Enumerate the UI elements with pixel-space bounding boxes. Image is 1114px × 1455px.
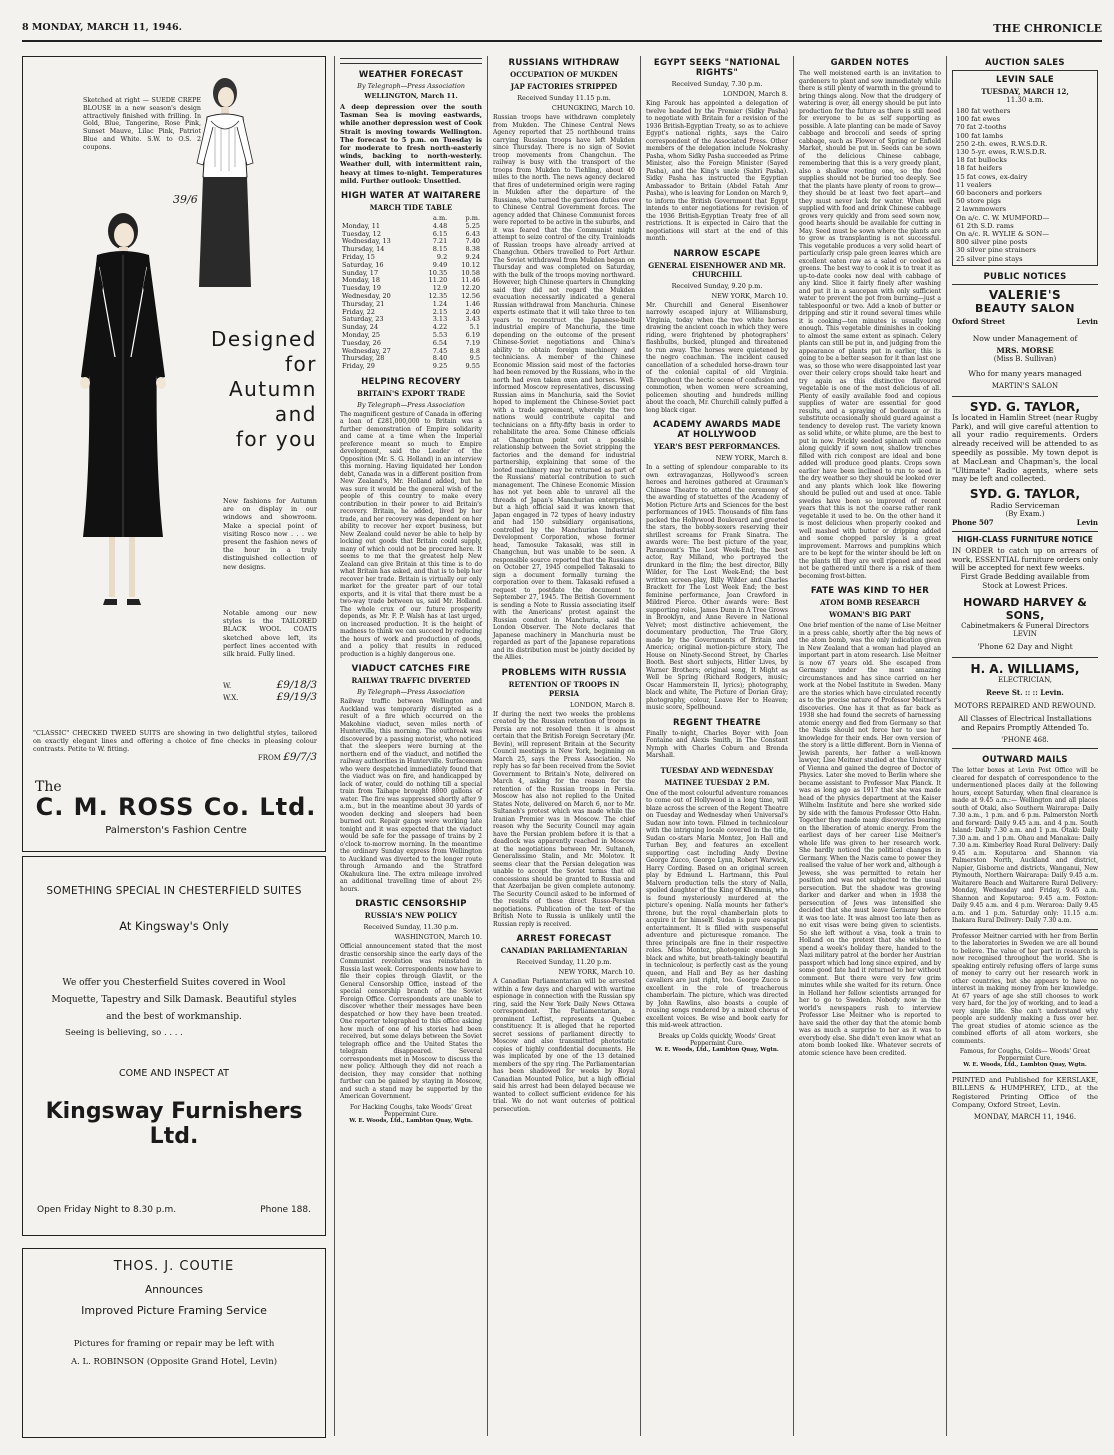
tide-row xyxy=(340,363,482,371)
tide-day: Saturday, 23 xyxy=(342,315,384,324)
column-rule xyxy=(793,56,794,1436)
column-rule xyxy=(487,56,488,1436)
escape-subhead: GENERAL EISENHOWER AND MR. CHURCHILL xyxy=(648,260,786,279)
sale-a2b: 800 silver pine posts xyxy=(956,238,1028,247)
taylor-notice xyxy=(952,396,1098,527)
furniture-bedding: First Grade Bedding available from Stock at Lowest Prices. xyxy=(960,572,1090,590)
sale-a1: On a/c. C. W. MUMFORD— xyxy=(956,213,1050,222)
designed-line-1: Designed xyxy=(210,327,317,351)
price-w-label: W. xyxy=(223,682,232,690)
sale-item: 100 fat lambs xyxy=(956,131,1004,140)
tide-pm: 9.5 xyxy=(469,354,480,363)
designed-line-5: for you xyxy=(235,427,317,451)
designed-line-4: and xyxy=(274,402,317,426)
tide-day: Wednesday, 27 xyxy=(342,346,391,355)
woods-ad-2-maker: W. E. Woods, Ltd., Lambton Quay, Wgtn. xyxy=(655,1046,779,1053)
academy-body: In a setting of splendour comparable to its own extravaganzas, Hollywood's screen heroes and heroines gathered at Grauman's Chinese Theatre to attend the ceremony of the awarding of statuettes of the Academy of Motion Picture Arts and Sciences for the best performances of 1945. Thousands of film fans packed the Hollywood Boulevard and greeted the stars, the bobby-soxers reserving their shrillest screams for Frank Sinatra. The awards were: The best picture of the year, Paramount's The Lost Week-End; the best actor, Ray Milland, who portrayed the drunkard in the film; the best director, Billy Wilder, for The Lost Week-End; the best written screen-play, Billy Wilder and Charles Brackett for The Lost Week End; the best feminine performance, Joan Crawford in Mildred Pierce. Other awards were: Best supporting roles, James Dunn in A Tree Grows in Brooklyn, and Anne Revere in National Velvet; most distinctive achievement, the documentary production, The True Glory, made by the Governments of Britain and America; original motion-picture story, The House on Ninety-Second Street, by Charles Booth. Best short subjects, Hitler Lives, by Warner Brothers; original song, It Might as Well be Spring (Richard Rodgers, music; Oscar Hammerstein II, lyrics); photography, black and white, The Picture of Dorian Gray; photography, colour, Leave Her to Heaven; music score, Spellbound. xyxy=(646,464,788,711)
arrest-subhead: CANADIAN PARLIAMENTARIAN xyxy=(500,946,628,955)
tide-pm: 10.58 xyxy=(461,268,480,277)
coutie-announces: Announces xyxy=(145,1284,203,1296)
tide-headline: HIGH WATER AT WAITARERE xyxy=(340,191,482,202)
furniture-notice xyxy=(952,531,1098,651)
tide-day: Monday, 11 xyxy=(342,221,381,230)
tide-am: 11.20 xyxy=(428,276,448,285)
ross-logo: C. M. ROSS Co. Ltd. xyxy=(35,793,317,821)
woods-ad-3: Famous, for Coughs, Colds— Woods' Great Peppermint Cure. xyxy=(959,1048,1091,1063)
ross-tagline: Palmerston's Fashion Centre xyxy=(105,825,247,836)
tide-day: Tuesday, 19 xyxy=(342,284,381,293)
russia-body: Russian troops have withdrawn completely from Mukden. The Chinese Central News Agency reported that 25 northbound trains carrying Russian troops have left Mukden since Thursday. There is no sign of Soviet troop movements from Changchun. The railway is busy with the transport of the troops from Mukden to Tiehling, about 40 miles to the north. The news agency declared that fires of undetermined origin were raging in Mukden after the departure of the Russians, who turned the garrison duties over to Chinese Central Government forces. The agency added that Chinese Communist forces were reported to be active in the suburbs, and it was feared that the Communist might attempt to seize control of the city. Trainloads of Russian troops have already arrived at Changchun. Others travelled to Port Arthur. The Soviet withdrawal from Mukden began on Thursday and was completed on Saturday, with the bulk of the troops moving northward. However, high Chinese quarters in Chungking said they did not regard the Mukden evacuation necessarily indicated a general Russian withdrawal from Manchuria. Chinese experts estimate that it will take three to ten years to reconstruct the Japanese-built industrial empire of Manchuria, the time depending on the outcome of the present Chinese-Soviet negotiations and China's ability to obtain foreign machinery and technicians. A member of the Chinese Economic Mission said most of the factories had been removed by the Russians, who in the north had even taken oxen and horses. Well-informed Moscow representatives, discussing Russian aims in Manchuria, said the Soviet hoped to implement the Chinese-Soviet pact with a trade agreement, whereby the two nations would contribute capital and technicians on a fifty-fifty basis in order to rehabilitate the area. Some Chinese officials at Changchun point out a possible relationship between the Soviet stripping the factories and the demand for industrial partnership, explaining that some of the looted machinery may be returned as part of the Russians' material contribution to such management. The Chinese Economic Mission has not yet been able to unravel all the threads of Japan's Manchurian enterprises, but a high official said it was known that Japan engaged in 72 types of heavy industry and had 150 subsidiary organisations, controlled by the Manchurian Industrial Development Corporation, whose former head, Tamosuke Takasaki, was still in Changchun, but was unable to be seen. A responsible source reported that the Russians on October 27, 1945 compelled Takasaki to sign a document formally turning the corporation over to them. Takasaki refused a request to postdate the document to September 27, 1945. The British Government is sending a Note to Russia associating itself with the Americans' protest against the Russian conduct in Manchuria, said the London Observer. The Note declares that Japanese machinery in Manchuria must be regarded as part of the Japanese reparations and its distribution must be jointly decided by the Allies. xyxy=(493,114,636,661)
sale-item: 15 fat cows, ex-dairy xyxy=(956,172,1028,181)
newspaper-title: THE CHRONICLE xyxy=(993,22,1102,35)
tide-day: Sunday, 24 xyxy=(342,323,379,332)
kingsway-seeing: Seeing is believing, so . . . . xyxy=(65,1028,183,1038)
academy-subhead: YEAR'S BEST PERFORMANCES. xyxy=(653,442,781,451)
recovery-byline: By Telegraph—Press Association xyxy=(357,400,465,409)
censor-subhead: RUSSIA'S NEW POLICY xyxy=(364,911,458,921)
ross-the: The xyxy=(35,779,62,795)
tide-pm: 2.40 xyxy=(465,307,480,316)
egypt-dateline: LONDON, March 8. xyxy=(722,90,788,98)
tide-pm: 12.20 xyxy=(461,284,480,293)
sale-time: 11.30 a.m. xyxy=(1006,96,1044,104)
garden-body: The well moistened earth is an invitation to gardeners to plant and sow immediately while there is still plenty of warmth in the ground to bring things along. Now that the drudgery of watering is over, all energy should be put into production for the future as there is still need for everyone to be as self supporting as possible. A late planting can be made of Savoy cabbage and broccoli and seeds of spring cabbage, such as Flower of Spring or Enfield Market, should be put in. Seeds can be sown of the delicious Chinese cabbage, remembering that this is a very greedy plant, also a shallow rooting one, so the food supplies should not be buried too deeply. See that the plants have plenty of room to grow—they should be at least two feet apart—and they must never lack for water. When well supplied with food and drink Chinese cabbage grows very quickly and from seed sown now, good hearts should be available for cutting in May. Seed must be sown where the plants are to grow as transplanting is not successful. This vegetable produces a very solid heart of particularly crisp pale green leaves which are excellent eaten raw as a salad or cooked as greens. The best way to cook it is to treat it as up-to-date cooks now deal with cabbage of any kind. Slice it fairly finely after washing and put it in a saucepan with only sufficient water to prevent the pot from burning—just a tablespoonful or two. Add a knob of butter or dripping and stir it round several times while it is cooking—ten minutes is usually long enough. This vegetable diminishes in cooking to almost the same extent as spinach. Celery plants can still be put in, and judging from the appearance of plants put in earlier, this is going to be a better season for it than last one was, so those who were disappointed last year over their celery crops should take heart and try again as this distinctive flavoured vegetable is one of the most delicious of all. Plenty of easily available food and copious supplies of water are essential for good results, and a spraying of bordeaux or its substitute occasionally should guard against a tendency to develop rust. The variety known as solid white, or white plume, are the best to put in now. Prickly seeded spinach will come along quickly if sown now, shallow trenches filled with rich compost are ideal and bone added will produce good plants. Crops sown earlier have been inclined to run to seed in the dry weather so they should be looked over and any plants which look like flowering should be pulled out and used at once. Table swedes have been so improved of recent years that this is not the coarse rather rank vegetable it used to be. On the other hand it is most delicious when properly cooked and well mashed with butter or dripping added and some chopped parsley is a great improvement. Marrows and pumpkins which are to be kept for the winter should be left on the plants till they are well ripened and need not be gathered until there is a risk of them becoming frost-bitten. xyxy=(799,70,941,580)
taylor-contact xyxy=(952,518,1098,527)
designed-line-2: for xyxy=(285,352,317,376)
sale-item: 2 lawnmowers xyxy=(956,205,1007,214)
masthead xyxy=(22,22,1102,40)
sale-item: 100 fat ewes xyxy=(956,115,1000,124)
tide-am: 12.35 xyxy=(428,292,448,300)
viaduct-byline: By Telegraph—Press Association xyxy=(357,688,465,697)
imprint xyxy=(952,1072,1098,1121)
check-price xyxy=(223,751,317,763)
sale-item: 18 fat bullocks xyxy=(956,156,1007,165)
weather-headline: WEATHER FORECAST xyxy=(358,70,464,80)
escape-headline: NARROW ESCAPE xyxy=(673,248,761,259)
woods-ad-2: Breaks up Colds quickly, Woods' Great Peppermint Cure. xyxy=(658,1032,776,1047)
tide-pm: 7.40 xyxy=(465,237,480,246)
tide-day: Monday, 25 xyxy=(342,330,381,339)
coutie-line1: Pictures for framing or repair may be left with xyxy=(73,1339,275,1349)
williams-name: H. A. WILLIAMS, xyxy=(970,662,1080,677)
page-date: 8 MONDAY, MARCH 11, 1946. xyxy=(22,22,182,33)
taylor-exam: (By Exam.) xyxy=(1005,510,1045,519)
woods-ad-1: For Hacking Coughs, take Woods' Great Peppermint Cure. xyxy=(350,1103,472,1118)
valerie-town: Levin xyxy=(1076,316,1098,326)
censor-body: Official announcement stated that the most drastic censorship since the early days of the Communist revolution was reinstated in Russia last week. Correspondents now have to file their copies through Glavlit, or the General Censorship Office, instead of the special censorship branch of the Soviet Foreign Office. Correspondents are unable to discover whether their messages have been despatched or how they have been treated. One reporter telegraphed to this office asking how much of one of his stories had been received, but some delays between the Soviet telegraph office and the United States the telegram disappeared. Several correspondents met in Moscow to discuss the new policy. Although they did not reach a decision, they may consider that nothing further can be gained by staying in Moscow, and such a stand may be supported by the American Government. xyxy=(340,943,482,1101)
regent-body-2: One of the most colourful adventure romances to come out of Hollywood in a long time, will blaze across the screen of the Regent Theatre on Tuesday and Wednesday when Universal's Sudan now into town. Filmed in technicolour with the intriguing locale covered in the title, Sudan co-stars Maria Montez, Jon Hall and Turhan Bey, and features an excellent supporting cast including Andy Devine George Zucco, George Lynn, Robert Warwick, Harry Cording. Based on an original screen play by Edmund L. Hartmann, this Paul Malvern production tells the story of Nalla, spoiled daughter of the King of Khemmis, who is found mysteriously murdered at the picture's opening. Nalla mounts her father's throne, but the royal chamberlain plots to acquire it for himself. Sudan is pure escapist entertainment. It is filled with suspenseful adventure and picturesque romance. The three principals are fine in their respective roles. Miss Montez, photogenic enough in black and white, but breath-takingly beautiful in technicolour, is perfectly cast as the young queen, and Hall and Bey as her dashing cavaliers are just right, too. George Zucco is excellent in the role of treacherous chamberlain. The picture, which was directed by John Rawlins, also boasts a couple of rousing songs rendered by a mixed chorus of excellent voices. Be wise and book early for this mid-week attraction. xyxy=(646,789,788,1029)
arrest-body: A Canadian Parliamentarian will be arrested within a few days and charged with wartime espionage in connection with the Russian spy ring, said the New York Daily News Ottawa correspondent. The Parliamentarian, a prominent Leftist, represents a Quebec constituency. It is alleged that he reported secret sessions of parliament directly to Moscow and also transmitted photostatic copies of highly confidential documents. He was implicated by one of the 13 detained members of the spy ring. The Parliamentarian has been shadowed for weeks by Royal Canadian Mounted Police, but a high official said his arrest had been delayed because we wanted to collect sufficient evidence for his trial. We do not want outcries of political persecution. xyxy=(493,978,635,1113)
column-rule xyxy=(946,56,947,1436)
tide-day: Friday, 22 xyxy=(342,307,375,316)
price-w-value: £9/18/3 xyxy=(276,679,317,691)
tide-day: Thursday, 21 xyxy=(342,299,385,308)
kingsway-logo: Kingsway Furnishers Ltd. xyxy=(45,1099,303,1149)
tide-am: 4.22 xyxy=(432,323,448,332)
tide-am: 1.24 xyxy=(432,299,448,308)
viaduct-subhead: RAILWAY TRAFFIC DIVERTED xyxy=(351,676,471,686)
sale-a2d: 25 silver pine stays xyxy=(956,254,1023,263)
sale-items xyxy=(956,107,1094,214)
auction-headline: AUCTION SALES xyxy=(985,58,1065,68)
sale-item: 130 5-yr. ewes, R.W.S.D.R. xyxy=(956,148,1047,157)
ross-advert xyxy=(22,56,326,852)
sketch-price: 39/6 xyxy=(173,193,198,206)
column-rule xyxy=(640,56,641,1436)
column-3 xyxy=(489,56,639,1441)
check-price-value: £9/7/3 xyxy=(283,751,317,763)
kingsway-advert xyxy=(22,856,326,1236)
valerie-who: Who for many years managed xyxy=(968,368,1082,378)
tide-day: Saturday, 16 xyxy=(342,260,384,269)
harvey-role: Cabinetmakers & Funeral Directors xyxy=(961,622,1089,631)
williams-role: ELECTRICIAN, xyxy=(997,676,1052,685)
tide-am: 9.25 xyxy=(432,362,448,371)
valerie-miss: (Miss B. Sullivan) xyxy=(993,354,1057,363)
designed-headline xyxy=(209,327,317,452)
outward-mails-notice xyxy=(952,748,1098,925)
tide-am: 9.49 xyxy=(432,260,448,269)
public-notices-headline: PUBLIC NOTICES xyxy=(983,271,1067,282)
arrest-headline: ARREST FORECAST xyxy=(516,934,612,944)
weather-byline: By Telegraph—Press Association xyxy=(357,82,465,90)
valerie-street: Oxford Street xyxy=(952,316,1006,326)
taylor-body: Is located in Hamlin Street (near Rugby Park), and will give careful attention to all your radio requirements. Orders already received will be attended to as speedily as possible. My town depot is at MacLean and Chapman's, the local "Ultimate" Radio agents, where sets may be left and collected. xyxy=(952,412,1098,484)
coutie-name: THOS. J. COUTIE xyxy=(113,1259,235,1274)
persia-subhead: RETENTION OF TROOPS IN PERSIA xyxy=(508,679,620,698)
taylor-phone: Phone 507 xyxy=(952,518,994,528)
persia-body: If during the next two weeks the problems created by the Russian retention of troops in Persia are not resolved then it is almost certain that the British Foreign Secretary (Mr. Bevin), will represent Britain at the Security Council meetings in New York, beginning on March 25, says the Press Association. No reply has so far been received from the Soviet Government to Britain's Note, delivered on March 4, asking for the reason for the retention of the Russian troops in Persia. Moscow has also not replied to the United States Note, delivered on March 6, nor to Mr. Sultaneh's protest which was made while the Iranian Premier was in Moscow. The chief reason why the Security Council may again have the Persian problem before it is that a deadlock was apparently reached in Moscow at the negotiations between Mr. Sultaneh, Generalissimo Stalin, and Mr. Molotov. It seems clear that the Persian delegation was unable to accept the Soviet terms that oil concessions should be granted to Russia and that Azerbaijan be given complete autonomy. The Security Council asked to be informed of the results of these direct Russo-Persian negotiations. Publication of the text of the British Note to Russia is unlikely until the Russian reply is received. xyxy=(493,710,635,928)
furniture-body: IN ORDER to catch up on arrears of work, ESSENTIAL furniture orders only will be accepted for next few weeks. xyxy=(952,546,1098,573)
imprint-text: PRINTED and Published for KERSLAKE, BILLENS & HUMPHREY, LTD., at the Registered Printing Office of the Company, Oxford Street, Levin. xyxy=(952,1076,1098,1109)
valerie-manager: MRS. MORSE xyxy=(996,345,1054,355)
fashions-text: New fashions for Autumn are on display in our windows and showroom. Make a special point of visiting Rosco now . . . we present the fashion news of the hour in a truly distinguished collection of new designs. xyxy=(223,497,317,571)
imprint-date: MONDAY, MARCH 11, 1946. xyxy=(973,1113,1077,1122)
viaduct-body: Railway traffic between Wellington and Auckland was temporarily disrupted as a result of a fire which occurred on the Makohine viaduct, seven miles north of Hunterville, this morning. The outbreak was discovered by a passing motorist, who noticed that the sleepers were burning at the northern end of the viaduct, and notified the railway authorities in Hunterville. Surfacemen who were despatched immediately found that the viaduct was on fire, and handicapped by lack of water, could do nothing till a special train from Taihape brought 8000 gallons of water. The fire was suppressed shortly after 9 a.m., but in the meantime about 30 yards of wooden decking and sleepers had been burned out. Repair gangs were working late tonight and it was expected that the viaduct would be safe for the passage of trains by 2 o'clock to-morrow morning. In the meantime the ordinary Sunday express from Wellington to Auckland was diverted to the longer route through Armando and the Stratford Okahukura line. The extra mileage involved an additional travelling time of about 2½ hours. xyxy=(340,698,482,893)
sale-item: 50 store pigs xyxy=(956,197,1001,206)
russia-subhead: OCCUPATION OF MUKDEN xyxy=(510,70,618,79)
blouse-figure-illustration xyxy=(185,67,263,297)
tide-pm: 11.46 xyxy=(461,276,480,285)
tide-am: 6.15 xyxy=(432,229,448,238)
tide-am: 12.9 xyxy=(432,284,448,293)
meitner-end-body: Professor Meitner carried with her from Berlin to the laboratories in Sweden we are all bound to believe. The value of her part in research is now recognised throughout the world. She is speaking entirely refusing offers of large sums of money to carry out her research work in other countries, but she appears to have no interest in making money from her knowledge. At 67 years of age she still chooses to work very hard, for the joy of working, and to lead a very simple life. She can't understand why people are suddenly making a fuss over her. The great studies of atomic science as the combined efforts of all atom workers, she comments. xyxy=(952,932,1098,1045)
censor-headline: DRASTIC CENSORSHIP xyxy=(355,899,467,910)
tide-pm: 12.56 xyxy=(461,292,480,300)
russia-dateline: CHUNGKING, March 10. xyxy=(551,104,635,112)
sale-item: 18 fat heifers xyxy=(956,164,1003,173)
recovery-headline: HELPING RECOVERY xyxy=(361,376,461,387)
egypt-received: Received Sunday, 7.30 p.m. xyxy=(671,80,763,88)
column-2 xyxy=(336,56,486,1441)
ornament-rule xyxy=(340,58,482,64)
fate-body: One brief mention of the name of Lise Meitner in a press cable, shortly after the big news of the atom bomb, was the only indication given in New Zealand that a woman had played an important part in atom research. Lise Meitner is now 67 years old. She escaped from Germany under the most amazing circumstances and has since carried on her work at the Nobel Institute in Sweden. Many are the stories which have circulated recently as to the precise nature of Professor Meitner's discoveries. One has it that as far back as 1938 she had found the secrets of harnessing atomic energy and fled from Germany so that the Nazis should not force her to use her knowledge for their ends. Her own version of the story is a little different. Born in Vienna of Jewish parents, her father a well-known lawyer, Lise Meitner studied at the University of Vienna and gained the degree of Doctor of Physics. Later she moved to Berlin where she became assistant to Professor Max Planck. It was as long ago as 1917 that she was made head of the physics department at the Kaiser Wilhelm Institute and here she worked side by side with the famous Professor Otto Hahn. Together they made many discoveries bearing on the liberation of atomic energy. From the earliest days of her career Lise Meitner's whole life was given to her research work. She hardly noticed the political changes in Germany. When the Nazis came to power they realised the value of her work and, although a Jewess, she was permitted to retain her position and was not subjected to the usual persecution. But the shadow was growing darker and darker and when in 1938 the persecution of Jews was intensified she decided that she must leave Germany before it was too late. It was almost too late then as no exit visas were being given to scientists. So she left without a visa, took a train to Holland on the pretext that she wished to spend a week's holiday there, handed to the Nazi military patrol at the border her Austrian passport which had long since expired, and by some good fate had it returned to her without comment. But there were very few grim minutes while she waited for its return. Once in Holland her fellow scientists arranged for her to go to Sweden. Nobody now in the world's newspapers rush to interview Professor Lise Meitner who is reported to have said the other day that the atomic bomb was as much a surprise to her as it was to everybody else. She didn't even know what an atom bomb looked like. Whatever secrets of atomic science have been credited. xyxy=(799,622,941,1057)
recovery-subhead: BRITAIN'S EXPORT TRADE xyxy=(357,388,465,398)
tide-pm: 9.55 xyxy=(465,362,480,371)
censor-dateline: WASHINGTON, March 10. xyxy=(394,933,482,942)
tide-day: Wednesday, 13 xyxy=(342,237,391,246)
column-5 xyxy=(795,56,945,1441)
check-from-label: FROM xyxy=(257,754,281,762)
weather-body: A deep depression over the south Tasman Sea is moving eastwards, while another depression west of Cook Strait is moving towards Wellington. The forecast to 5 p.m. on Tuesday is for moderate to fresh north-easterly winds, backing to north-westerly. Weather dull, with intermittent rain, heavy at times to-night. Temperatures mild. Further outlook: Unsettled. xyxy=(340,103,482,185)
taylor-town: Levin xyxy=(1076,518,1098,528)
tide-am: 2.15 xyxy=(432,307,448,316)
russia-headline: RUSSIANS WITHDRAW xyxy=(508,58,620,68)
tide-day: Friday, 15 xyxy=(342,253,375,262)
tide-pm: 8.8 xyxy=(469,346,480,355)
woods-ad-3-maker: W. E. Woods, Ltd., Lambton Quay, Wgtn. xyxy=(963,1062,1087,1069)
tide-pm: 1.46 xyxy=(465,299,480,308)
taylor-name: SYD. G. TAYLOR, xyxy=(969,399,1081,414)
tide-table xyxy=(340,215,482,371)
tide-day: Tuesday, 26 xyxy=(342,338,381,347)
kingsway-only: At Kingsway's Only xyxy=(119,919,229,933)
russia-subhead-2: JAP FACTORIES STRIPPED xyxy=(510,82,618,91)
sale-a1b: 61 2th S.D. rams xyxy=(956,221,1014,230)
column-6 xyxy=(948,56,1102,1441)
tide-day: Thursday, 14 xyxy=(342,245,385,254)
tide-pm: 10.12 xyxy=(461,260,480,269)
regent-headline: REGENT THEATRE xyxy=(673,717,761,728)
sale-item: 60 baconers and porkers xyxy=(956,189,1042,198)
censor-received: Received Sunday, 11.30 p.m. xyxy=(363,923,459,932)
taylor-role: Radio Serviceman xyxy=(990,501,1060,511)
kingsway-title: SOMETHING SPECIAL IN CHESTERFIELD SUITES xyxy=(46,885,302,897)
garden-headline: GARDEN NOTES xyxy=(830,58,910,68)
recovery-body: The magnificent gesture of Canada in offering a loan of £281,000,000 to Britain was a further demonstration of Empire solidarity and came at a time when the Imperial preference meant so much to Empire development, said the Leader of the Opposition (Mr. S. G. Holland) in an interview this morning. Having liquidated her London debt, Canada was in a different position from New Zealand's, Mr. Holland added, but he was sure it would be the general wish of the people of this country to make every contribution in their power to aid Britain's recovery. Britain, he added, lived by her trade, and her recovery was dependent on her ability to recover her export business, but New Zealand could never be able to help by locking out goods that Britain could supply, many of which could not be procured here. It seems to me that the greatest help New Zealand can give Britain at this time is to do what Britain has asked, and that is to help her recover her trade. Britain is virtually our only market for the greater part of our total exports, and it is vital that there must be a two-way trade between us, said Mr. Holland. The whole crux of our future prosperity depends, as Mr. F. P. Walsh has at last urged, on increased production. It is the height of madness to think we can succeed by reducing the hours of work and production of goods, and a policy that results in reduced production is a highly dangerous one. xyxy=(340,410,482,658)
williams-notice xyxy=(952,657,1098,744)
taylor-name-2: SYD. G. TAYLOR, xyxy=(969,487,1081,502)
tide-am: 4.48 xyxy=(432,221,448,230)
coats-text: Notable among our new styles is the TAILORED BLACK WOOL COATS sketched above left, its perfect lines accented with silk braid. Fully lined. xyxy=(223,609,317,659)
weather-dateline: WELLINGTON, March 11. xyxy=(364,92,458,100)
woods-ad-1-maker: W. E. Woods, Ltd., Lambton Quay, Wgtn. xyxy=(349,1117,473,1124)
tide-am: 9.2 xyxy=(436,253,448,262)
column-rule xyxy=(334,56,335,1436)
mails-body: The letter boxes at Levin Post Office will be cleared for despatch of correspondence to the undermentioned places daily at the following hours, except Saturday, when final clearance is made at 9.45 a.m.:— Wellington and all places south of Otaki, also Southern Wairarapa: Daily 7.30 a.m., 1 p.m. and 6 p.m. Palmerston North and forward: Daily 9.45 a.m. and 4 p.m. South Island: Daily 7.30 a.m. and 1 p.m. Otaki: Daily 7.30 a.m. and 1 p.m. Ohau and Manakau: Daily 7.30 a.m. Kimberley Road Rural Delivery: Daily 9.45 a.m. Koputaroa and Shannon via Palmerston North, Auckland and district, Napier, Gisborne and districts, Wanganui, New Plymouth, Northern Wairarapa: Daily 9.45 a.m. Waitarere Beach and Waitarere Rural Delivery: Monday, Wednesday and Friday, 9.45 a.m. Shannon and Koputaroa: 9.45 a.m. Foxton: Daily 9.45 a.m. and 4 p.m. Weraroa: Daily 9.45 a.m. and 1 p.m. Saturday only: 11.15 a.m. Ihakara Rural Delivery: Daily 7.30 a.m. xyxy=(952,767,1098,925)
arrest-received: Received Sunday, 11.20 p.m. xyxy=(516,958,612,966)
sketch-text: Sketched at right — SUEDE CREPE BLOUSE in a new season's design attractively finished with frilling. In Gold, Blue, Tangerine, Rose Pink, Sunset Mauve, Lilac Pink, Patriot Blue and White. S.W. to O.S. 2 coupons. xyxy=(83,97,201,151)
regent-days: TUESDAY AND WEDNESDAY xyxy=(660,765,774,775)
coutie-line2: A. L. ROBINSON (Opposite Grand Hotel, Levin) xyxy=(70,1357,278,1367)
price-wx-value: £9/19/3 xyxy=(276,691,317,703)
tide-header-row: a.m. p.m. xyxy=(433,214,480,223)
tide-pm: 3.43 xyxy=(465,315,480,324)
valerie-martin: MARTIN'S SALON xyxy=(991,381,1059,390)
academy-dateline: NEW YORK, March 8. xyxy=(715,454,788,462)
viaduct-headline: VIADUCT CATCHES FIRE xyxy=(351,664,471,675)
egypt-headline: EGYPT SEEKS "NATIONAL RIGHTS" xyxy=(653,58,781,78)
tide-am: 7.21 xyxy=(432,237,448,246)
harvey-name: HOWARD HARVEY & SONS, xyxy=(963,596,1087,623)
sale-a2c: 30 silver pine strainers xyxy=(956,246,1036,255)
mails-headline: OUTWARD MAILS xyxy=(982,755,1068,766)
kingsway-body: We offer you Chesterfield Suites covered in Wool Moquette, Tapestry and Silk Damask. Beautiful styles and the best of workmanship. xyxy=(51,978,297,1022)
fate-headline: FATE WAS KIND TO HER xyxy=(810,586,930,596)
regent-matinee: MATINEE TUESDAY 2 P.M. xyxy=(664,777,770,787)
russia-received: Received Sunday 11.15 p.m. xyxy=(517,94,611,102)
tide-day: Monday, 18 xyxy=(342,276,381,285)
valerie-notice xyxy=(952,284,1098,390)
coutie-service: Improved Picture Framing Service xyxy=(81,1304,267,1317)
tide-am: 8.15 xyxy=(432,245,448,254)
coat-figure-illustration xyxy=(63,207,181,627)
furniture-title: HIGH-CLASS FURNITURE NOTICE xyxy=(957,535,1093,545)
valerie-name: VALERIE'S xyxy=(988,287,1062,302)
tide-day: Wednesday, 20 xyxy=(342,292,391,300)
regent-body-1: Finally to-night, Charles Boyer with Joan Fontaine and Alexis Smith, in The Constant Nymph with Charles Coburn and Brenda Marshall. xyxy=(646,729,788,759)
valerie-under: Now under Management of xyxy=(972,333,1078,343)
tide-pm: 5.25 xyxy=(465,221,480,230)
williams-phone: 'PHONE 468. xyxy=(1001,736,1049,745)
meitner-continued xyxy=(952,929,1098,1069)
tide-am: 3.13 xyxy=(432,315,448,324)
tide-pm: 8.38 xyxy=(465,245,480,254)
tide-am: 8.40 xyxy=(432,354,448,363)
tide-day: Friday, 29 xyxy=(342,362,375,371)
kingsway-come: COME AND INSPECT AT xyxy=(119,1068,229,1079)
egypt-body: King Farouk has appointed a delegation of twelve headed by the Premier (Sidky Pasha) to negotiate with Britain for a revision of the 1936 British-Egyptian Treaty, so as to achieve Egypt's national rights, says the Cairo correspondent of the Associated Press. Other members of the delegation include Nokrashy Pasha, whom Sidky Pasha succeeded as Prime Minister, also the Foreign Minister (Sayed Pasha), and the King's uncle (Sabri Pasha). Sidky Pasha has instructed the Egyptian Ambassador to Britain (Abdel Fatah Amr Pasha), who is leaving for London on March 9, to inform the British Government that Egypt intends to enter negotiations for revision of the 1936 British-Egyptian Treaty free of all restrictions. It is expected in Cairo that the negotiations will start at the end of this month. xyxy=(646,100,788,242)
valerie-address xyxy=(952,317,1098,326)
check-suits-text: "CLASSIC" CHECKED TWEED SUITS are showing in two delightful styles, tailored on exactly elegant lines and offering a choice of fine checks in pleasing colour contrasts. Petite to W. fitting. xyxy=(33,729,317,754)
fate-subhead-2: WOMAN'S BIG PART xyxy=(829,610,911,619)
price-wx-label: W.X. xyxy=(223,694,239,702)
sale-account-1 xyxy=(956,214,1094,263)
masthead-rule xyxy=(22,40,1102,42)
kingsway-hours: Open Friday Night to 8.30 p.m. xyxy=(37,1205,177,1215)
tide-am: 7.45 xyxy=(432,346,448,355)
harvey-phone: 'Phone 62 Day and Night xyxy=(977,642,1073,652)
valerie-salon: BEAUTY SALON xyxy=(975,301,1075,315)
escape-dateline: NEW YORK, March 10. xyxy=(711,291,788,300)
sale-date: TUESDAY, MARCH 12, xyxy=(981,87,1069,96)
tide-am: 5.53 xyxy=(432,330,448,339)
escape-body: Mr. Churchill and General Eisenhower narrowly escaped injury at Williamsburg, Virginia, today when the two white horses drawing the ancient coach in which they were riding, were frightened by photographers' flashbulbs, bucked, plunged and threatened to run away. The horses were quietened by the negro coachman. The incident caused cancellation of a scheduled horse-drawn tour of the colonial capital of old Virginia. Throughout the hectic scene of confusion and commotion, when women were screaming, policemen shouting and hundreds milling about the coach, Mr. Churchill calmly puffed a long black cigar. xyxy=(646,301,788,414)
sale-a2: On a/c. R. WYLIE & SON— xyxy=(956,230,1049,239)
tide-day: Tuesday, 12 xyxy=(342,229,381,238)
kingsway-footer xyxy=(37,1205,311,1215)
coat-prices xyxy=(223,679,317,703)
tide-pm: 6.19 xyxy=(465,330,480,339)
williams-street: Reeve St. :: :: Levin. xyxy=(986,688,1064,698)
coutie-advert xyxy=(22,1248,326,1438)
persia-headline: PROBLEMS WITH RUSSIA xyxy=(501,667,627,678)
levin-sale: LEVIN SALE xyxy=(996,75,1054,85)
persia-dateline: LONDON, March 8. xyxy=(569,700,635,709)
tide-pm: 6.43 xyxy=(465,229,480,238)
williams-motors: MOTORS REPAIRED AND REWOUND. xyxy=(954,701,1096,711)
tide-day: Sunday, 17 xyxy=(342,268,379,277)
sale-item: 70 fat 2-tooths xyxy=(956,123,1007,132)
sale-item: 180 fat wethers xyxy=(956,107,1011,115)
designed-line-3: Autumn xyxy=(228,377,317,401)
tide-am: 6.54 xyxy=(432,338,448,347)
auction-box xyxy=(952,70,1098,266)
tide-day: Thursday, 28 xyxy=(342,354,385,363)
tide-am: 10.35 xyxy=(428,268,448,277)
sale-item: 250 2-th. ewes, R.W.S.D.R. xyxy=(956,139,1048,148)
tide-pm: 9.24 xyxy=(465,253,480,262)
williams-all: All Classes of Electrical Installations and Repairs Promptly Attended To. xyxy=(958,714,1092,733)
tide-pm: 7.19 xyxy=(465,338,480,347)
tide-pm: 5.1 xyxy=(469,323,480,332)
fate-subhead: ATOM BOMB RESEARCH xyxy=(820,598,920,607)
tide-subhead: MARCH TIDE TABLE xyxy=(369,203,453,213)
escape-received: Received Sunday, 9.20 p.m. xyxy=(671,281,763,290)
arrest-dateline: NEW YORK, March 10. xyxy=(558,968,635,976)
harvey-town: LEVIN xyxy=(1013,630,1037,639)
sale-item: 11 vealers xyxy=(956,180,992,189)
kingsway-phone: Phone 188. xyxy=(260,1205,311,1215)
column-4 xyxy=(642,56,792,1441)
academy-headline: ACADEMY AWARDS MADE AT HOLLYWOOD xyxy=(653,420,781,440)
